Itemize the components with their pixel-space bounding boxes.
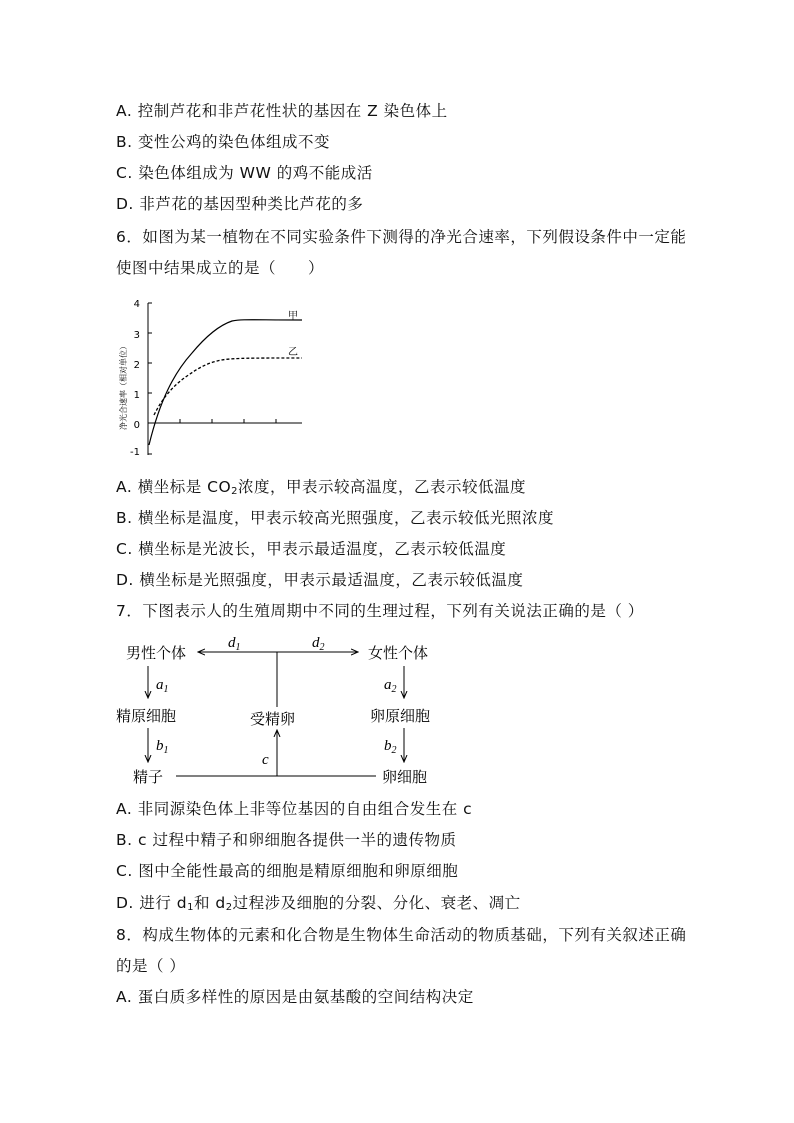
question-number: 7． — [116, 602, 143, 620]
option-letter: C. — [116, 862, 133, 880]
y-axis-label: 净光合速率（相对单位） — [119, 342, 128, 430]
label-male: 男性个体 — [126, 644, 187, 662]
q7-stem — [116, 601, 644, 621]
option-letter: A. — [116, 800, 133, 818]
option-letter: D. — [116, 195, 134, 213]
question-number: 6． — [116, 228, 143, 246]
q6-chart — [112, 295, 312, 460]
ytick-label: 3 — [133, 330, 140, 341]
subscript: 2 — [225, 902, 233, 913]
label-egg: 卵细胞 — [382, 768, 428, 786]
option-text: 蛋白质多样性的原因是由氨基酸的空间结构决定 — [137, 988, 474, 1006]
option-text: 变性公鸡的染色体组成不变 — [138, 133, 331, 151]
option-text: 横坐标是温度，甲表示较高光照强度，乙表示较低光照浓度 — [138, 509, 555, 527]
label-c: c — [262, 752, 269, 768]
option-letter: A. — [116, 102, 133, 120]
q7-option-a — [116, 799, 472, 819]
label-d1: $d_1$ — [228, 635, 241, 653]
q8-stem-line1 — [116, 925, 686, 945]
option-letter: D. — [116, 571, 134, 589]
option-text: 控制芦花和非芦花性状的基因在 Z 染色体上 — [137, 102, 448, 120]
question-stem: 构成生物体的元素和化合物是生物体生命活动的物质基础，下列有关叙述正确 — [142, 926, 687, 944]
q7-option-c — [116, 861, 458, 881]
question-number: 8． — [116, 926, 143, 944]
option-text: 过程涉及细胞的分裂、分化、衰老、凋亡 — [232, 894, 521, 912]
option-letter: B. — [116, 133, 133, 151]
label-a2: $a_2$ — [384, 677, 397, 695]
legend-yi: 乙 — [288, 347, 298, 358]
legend-jia: 甲 — [288, 311, 298, 322]
q6-option-c — [116, 539, 506, 559]
question-stem: 使图中结果成立的是（ ） — [116, 259, 325, 277]
option-letter: A. — [116, 988, 133, 1006]
q6-option-a — [116, 477, 526, 502]
option-text: 横坐标是光照强度，甲表示最适温度，乙表示较低温度 — [139, 571, 524, 589]
q5-option-d — [116, 194, 363, 214]
ytick-label: 0 — [133, 420, 140, 431]
q5-option-c — [116, 163, 373, 183]
label-d2: $d_2$ — [312, 635, 325, 653]
option-text: 和 d — [193, 894, 226, 912]
option-text: 非芦花的基因型种类比芦花的多 — [139, 195, 364, 213]
subscript: 1 — [187, 902, 194, 913]
option-text: c 过程中精子和卵细胞各提供一半的遗传物质 — [138, 831, 457, 849]
option-text: 横坐标是 CO — [137, 478, 232, 496]
label-a1: $a_1$ — [156, 677, 169, 695]
label-oogonium: 卵原细胞 — [370, 707, 431, 725]
series-jia-line — [149, 320, 302, 445]
option-letter: C. — [116, 540, 133, 558]
option-letter: A. — [116, 478, 133, 496]
question-stem: 如图为某一植物在不同实验条件下测得的净光合速率，下列假设条件中一定能 — [142, 228, 687, 246]
q7-option-b — [116, 830, 456, 850]
q6-option-d — [116, 570, 523, 590]
ytick-label: 1 — [133, 390, 140, 401]
series-yi-line — [154, 358, 302, 415]
option-text: 进行 d — [139, 894, 188, 912]
option-letter: D. — [116, 894, 134, 912]
label-female: 女性个体 — [368, 644, 429, 662]
label-sperm: 精子 — [133, 768, 164, 786]
option-text: 非同源染色体上非等位基因的自由组合发生在 c — [137, 800, 473, 818]
ytick-label: 2 — [133, 360, 140, 371]
label-zygote: 受精卵 — [250, 710, 296, 728]
q8-option-a — [116, 987, 474, 1007]
ytick-label: 4 — [133, 299, 140, 310]
q6-stem-line2 — [116, 258, 324, 278]
option-text: 染色体组成为 WW 的鸡不能成活 — [138, 164, 373, 182]
label-b2: $b_2$ — [384, 738, 397, 756]
option-letter: B. — [116, 509, 133, 527]
q5-option-b — [116, 132, 330, 152]
q8-stem-line2 — [116, 956, 185, 976]
option-text: 浓度，甲表示较高温度，乙表示较低温度 — [238, 478, 527, 496]
q6-stem-line1 — [116, 227, 686, 247]
label-b1: $b_1$ — [156, 738, 169, 756]
option-letter: B. — [116, 831, 133, 849]
label-spermatogonium: 精原细胞 — [116, 707, 177, 725]
q6-option-b — [116, 508, 554, 528]
question-stem: 下图表示人的生殖周期中不同的生理过程，下列有关说法正确的是（ ） — [142, 602, 644, 620]
ytick-label: -1 — [130, 447, 140, 458]
option-text: 图中全能性最高的细胞是精原细胞和卵原细胞 — [138, 862, 459, 880]
subscript: 2 — [231, 486, 239, 497]
q5-option-a — [116, 101, 448, 121]
option-letter: C. — [116, 164, 133, 182]
q7-option-d — [116, 893, 521, 918]
q7-diagram — [112, 630, 442, 790]
option-text: 横坐标是光波长，甲表示最适温度，乙表示较低温度 — [138, 540, 507, 558]
question-stem: 的是（ ） — [116, 957, 186, 975]
